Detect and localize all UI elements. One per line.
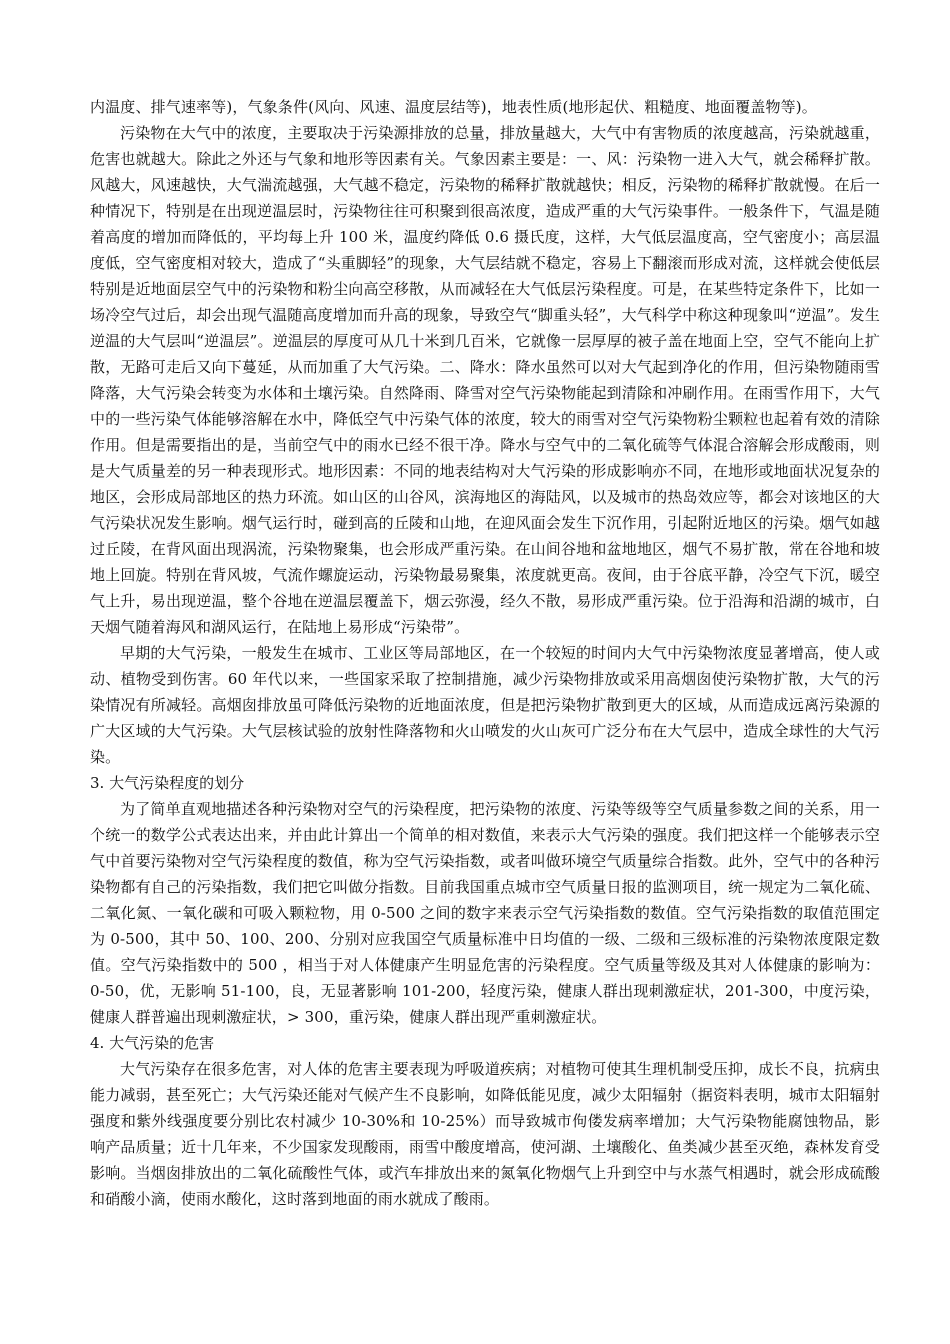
section-heading-pollution-hazards: 4. 大气污染的危害 [90, 1034, 215, 1052]
paragraph-intro-continuation: 内温度、排气速率等)，气象条件(风向、风速、温度层结等)，地表性质(地形起伏、粗糙度、地面覆盖物等)。 [90, 98, 817, 116]
paragraph-pollution-hazards: 大气污染存在很多危害，对人体的危害主要表现为呼吸道疾病；对植物可使其生理机制受压抑，成长不良，抗病虫能力减弱，甚至死亡；大气污染还能对气候产生不良影响，如降低能见度，减少太阳辐射（据资料表明，城市太阳辐射强度和紫外线强度要分别比农村减少 10-30%和 10-25%）而导致城市佝偻发病率增加；大气污染物能腐蚀物品，影响产品质量；近十几年来，不少国家发现酸雨，雨雪中酸度增高，使河湖、土壤酸化、鱼类减少甚至灭绝，森林发育受影响。当烟囱排放出的二氧化硫酸性气体，或汽车排放出来的氮氧化物烟气上升到空中与水蒸气相遇时，就会形成硫酸和硝酸小滴，使雨水酸化，这时落到地面的雨水就成了酸雨。 [90, 1060, 880, 1208]
paragraph-pollutant-concentration: 污染物在大气中的浓度，主要取决于污染源排放的总量，排放量越大，大气中有害物质的浓度越高，污染就越重，危害也就越大。除此之外还与气象和地形等因素有关。气象因素主要是：一、风：污染物一进入大气，就会稀释扩散。风越大，风速越快，大气湍流越强，大气越不稳定，污染物的稀释扩散就越快；相反，污染物的稀释扩散就慢。在后一种情况下，特别是在出现逆温层时，污染物往往可积聚到很高浓度，造成严重的大气污染事件。一般条件下，气温是随着高度的增加而降低的，平均每上升 100 米，温度约降低 0.6 摄氏度，这样，大气低层温度高，空气密度小；高层温度低，空气密度相对较大，造成了“头重脚轻”的现象，大气层结就不稳定，容易上下翻滚而形成对流，这样就会使低层特别是近地面层空气中的污染物和粉尘向高空移散，从而减轻在大气低层污染程度。可是，在某些特定条件下，比如一场冷空气过后，却会出现气温随高度增加而升高的现象，导致空气“脚重头轻”，大气科学中称这种现象叫“逆温”。发生逆温的大气层叫“逆温层”。逆温层的厚度可从几十米到几百米，它就像一层厚厚的被子盖在地面上空，空气不能向上扩散，无路可走后又向下蔓延，从而加重了大气污染。二、降水：降水虽然可以对大气起到净化的作用，但污染物随雨雪降落，大气污染会转变为水体和土壤污染。自然降雨、降雪对空气污染物能起到清除和冲刷作用。在雨雪作用下，大气中的一些污染气体能够溶解在水中，降低空气中污染气体的浓度，较大的雨雪对空气污染物粉尘颗粒也起着有效的清除作用。但是需要指出的是，当前空气中的雨水已经不很干净。降水与空气中的二氧化硫等气体混合溶解会形成酸雨，则是大气质量差的另一种表现形式。地形因素：不同的地表结构对大气污染的形成影响亦不同，在地形或地面状况复杂的地区，会形成局部地区的热力环流。如山区的山谷风，滨海地区的海陆风，以及城市的热岛效应等，都会对该地区的大气污染状况发生影响。烟气运行时，碰到高的丘陵和山地，在迎风面会发生下沉作用，引起附近地区的污染。烟气如越过丘陵，在背风面出现涡流，污染物聚集，也会形成严重污染。在山间谷地和盆地地区，烟气不易扩散，常在谷地和坡地上回旋。特别在背风坡，气流作螺旋运动，污染物最易聚集，浓度就更高。夜间，由于谷底平静，冷空气下沉，暖空气上升，易出现逆温，整个谷地在逆温层覆盖下，烟云弥漫，经久不散，易形成严重污染。位于沿海和沿湖的城市，白天烟气随着海风和湖风运行，在陆地上易形成“污染带”。 [90, 124, 880, 636]
section-heading-pollution-degree: 3. 大气污染程度的划分 [90, 774, 245, 792]
paragraph-pollution-index: 为了简单直观地描述各种污染物对空气的污染程度，把污染物的浓度、污染等级等空气质量参数之间的关系，用一个统一的数学公式表达出来，并由此计算出一个简单的相对数值，来表示大气污染的强度。我们把这样一个能够表示空气中首要污染物对空气污染程度的数值，称为空气污染指数，或者叫做环境空气质量综合指数。此外，空气中的各种污染物都有自己的污染指数，我们把它叫做分指数。目前我国重点城市空气质量日报的监测项目，统一规定为二氧化硫、二氧化氮、一氧化碳和可吸入颗粒物，用 0-500 之间的数字来表示空气污染指数的数值。空气污染指数的取值范围定为 0-500，其中 50、100、200、分别对应我国空气质量标准中日均值的一级、二级和三级标准的污染物浓度限定数值。空气污染指数中的 500 ，相当于对人体健康产生明显危害的污染程度。空气质量等级及其对人体健康的影响为：0-50，优，无影响 51-100，良，无显著影响 101-200，轻度污染，健康人群出现刺激症状，201-300，中度污染，健康人群普遍出现刺激症状，> 300，重污染，健康人群出现严重刺激症状。 [90, 800, 880, 1026]
paragraph-early-pollution: 早期的大气污染，一般发生在城市、工业区等局部地区，在一个较短的时间内大气中污染物浓度显著增高，使人或动、植物受到伤害。60 年代以来，一些国家采取了控制措施，减少污染物排放或采用高烟囱使污染物扩散，大气的污染情况有所减轻。高烟囱排放虽可降低污染物的近地面浓度，但是把污染物扩散到更大的区域，从而造成远离污染源的广大区域的大气污染。大气层核试验的放射性降落物和火山喷发的火山灰可广泛分布在大气层中，造成全球性的大气污染。 [90, 644, 880, 766]
